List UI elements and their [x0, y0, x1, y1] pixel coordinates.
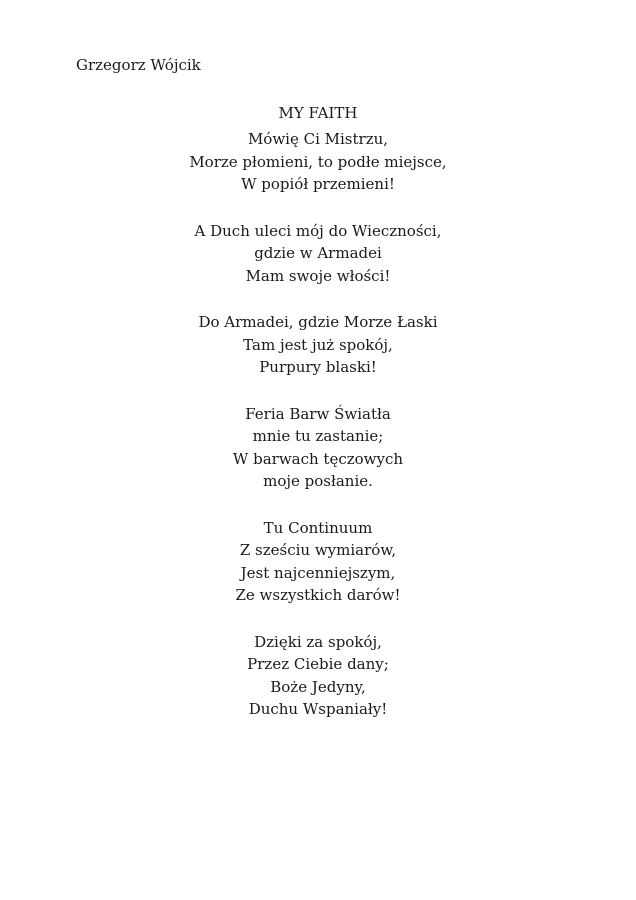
poem-line: Do Armadei, gdzie Morze Łaski	[198, 313, 438, 331]
poem-line: Purpury blaski!	[259, 358, 377, 376]
stanza-6	[0, 631, 636, 721]
poem-line: moje posłanie.	[263, 472, 373, 490]
poem-line: Mówię Ci Mistrzu,	[247, 130, 389, 148]
poem-line: W popiół przemieni!	[241, 175, 395, 193]
poem-line: mnie tu zastanie;	[252, 427, 384, 445]
poem-line: Mam swoje włości!	[245, 266, 391, 285]
poem-line: Duchu Wspaniały!	[248, 700, 388, 718]
poem-line: W barwach tęczowych	[232, 449, 404, 468]
poem-line: Przez Ciebie dany;	[247, 655, 389, 673]
stanza-1	[0, 128, 636, 196]
poem-title: MY FAITH	[278, 104, 358, 122]
poem-line: Tu Continuum	[263, 518, 373, 537]
author-name: Grzegorz Wójcik	[76, 56, 201, 74]
poem-line: Boże Jedyny,	[270, 677, 366, 696]
stanza-3	[0, 311, 636, 379]
poem-line: Feria Barw Światła	[245, 404, 391, 423]
stanza-5	[0, 517, 636, 607]
poem-line: Ze wszystkich darów!	[235, 586, 401, 604]
poem-line: Morze płomieni, to podłe miejsce,	[189, 152, 447, 171]
poem-line: Dzięki za spokój,	[254, 632, 382, 651]
poem	[0, 102, 636, 745]
poem-line: Z sześciu wymiarów,	[239, 541, 397, 559]
stanza-2	[0, 220, 636, 288]
poem-line: Tam jest już spokój,	[243, 335, 393, 354]
poem-line: gdzie w Armadei	[254, 244, 382, 262]
stanza-4	[0, 403, 636, 493]
poem-line: Jest najcenniejszym,	[240, 563, 396, 582]
poem-line: A Duch uleci mój do Wieczności,	[194, 221, 442, 240]
